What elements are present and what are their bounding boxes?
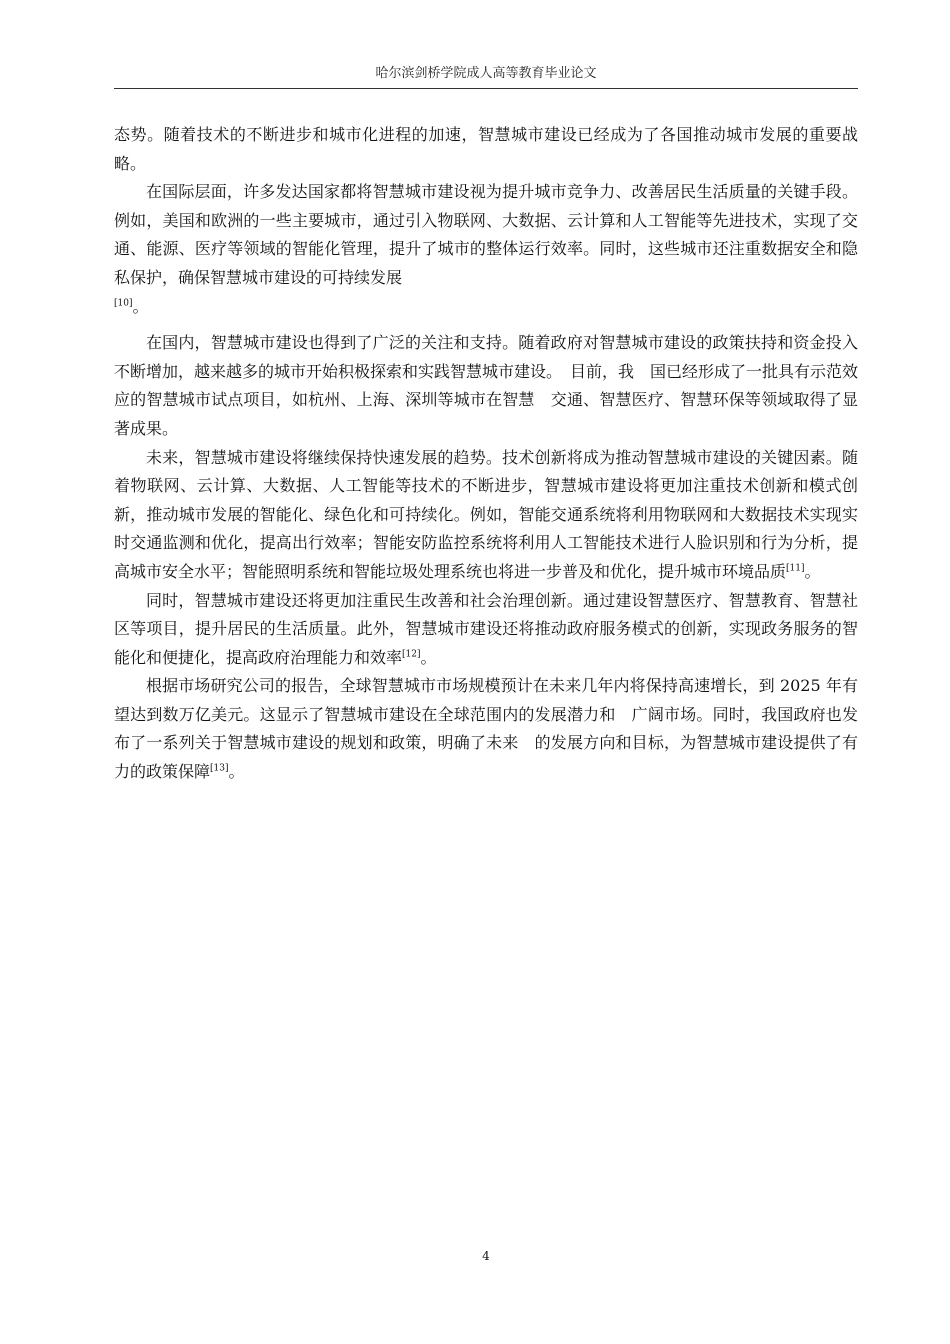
body-text — [114, 121, 858, 787]
paragraph-future: 未来，智慧城市建设将继续保持快速发展的趋势。技术创新将成为推动智慧城市建设的关键因素。随着物联网、云计算、大数据、人工智能等技术的不断进步，智慧城市建设将更加注重技术创新和模式创新，推动城市发展的智能化、绿色化和可持续化。例如，智能交通系统将利用物联网和大数据技术实现实时交通监测和优化，提高出行效率；智能安防监控系统将利用人工智能技术进行人脸识别和行为分析，提高城市安全水平；智能照明系统和智能垃圾处理系统也将进一步普及和优化，提升城市环境品质[11]。 — [114, 447, 858, 581]
citation-12: [12] — [402, 649, 421, 660]
citation-13: [13] — [210, 763, 229, 774]
citation-10: [10] — [114, 298, 133, 309]
page-header: 哈尔滨剑桥学院成人高等教育毕业论文 — [375, 66, 597, 81]
paragraph-continuation: 态势。随着技术的不断进步和城市化进程的加速，智慧城市建设已经成为了各国推动城市发展的重要战略。 — [114, 125, 858, 173]
citation-11: [11] — [786, 563, 805, 574]
paragraph-market: 根据市场研究公司的报告，全球智慧城市市场规模预计在未来几年内将保持高速增长，到 2025 年有望达到数万亿美元。这显示了智慧城市建设在全球范围内的发展潜力和 广阔市场。同时，我国政府也发布了一系列关于智慧城市建设的规划和政策，明确了未来 的发展方向和目标，为智慧城市建设提供了有力的政策保障[13]。 — [114, 676, 858, 782]
page-number: 4 — [482, 1249, 490, 1263]
paragraph-livelihood: 同时，智慧城市建设还将更加注重民生改善和社会治理创新。通过建设智慧医疗、智慧教育、智慧社区等项目，提升居民的生活质量。此外，智慧城市建设还将推动政府服务模式的创新，实现政务服务的智能化和便捷化，提高政府治理能力和效率[12]。 — [114, 590, 858, 667]
paragraph-international: 在国际层面，许多发达国家都将智慧城市建设视为提升城市竞争力、改善居民生活质量的关键手段。例如，美国和欧洲的一些主要城市，通过引入物联网、大数据、云计算和人工智能等先进技术，实现了交通、能源、医疗等领域的智能化管理，提升了城市的整体运行效率。同时，这些城市还注重数据安全和隐私保护，确保智慧城市建设的可持续发展 [10]。 — [114, 182, 858, 316]
paragraph-domestic: 在国内，智慧城市建设也得到了广泛的关注和支持。随着政府对智慧城市建设的政策扶持和资金投入不断增加，越来越多的城市开始积极探索和实践智慧城市建设。 目前，我 国已经形成了一批具有示范效应的智慧城市试点项目，如杭州、上海、深圳等城市在智慧 交通、智慧医疗、智慧环保等领域取得了显著成果。 — [114, 333, 859, 438]
header-rule — [114, 88, 858, 89]
